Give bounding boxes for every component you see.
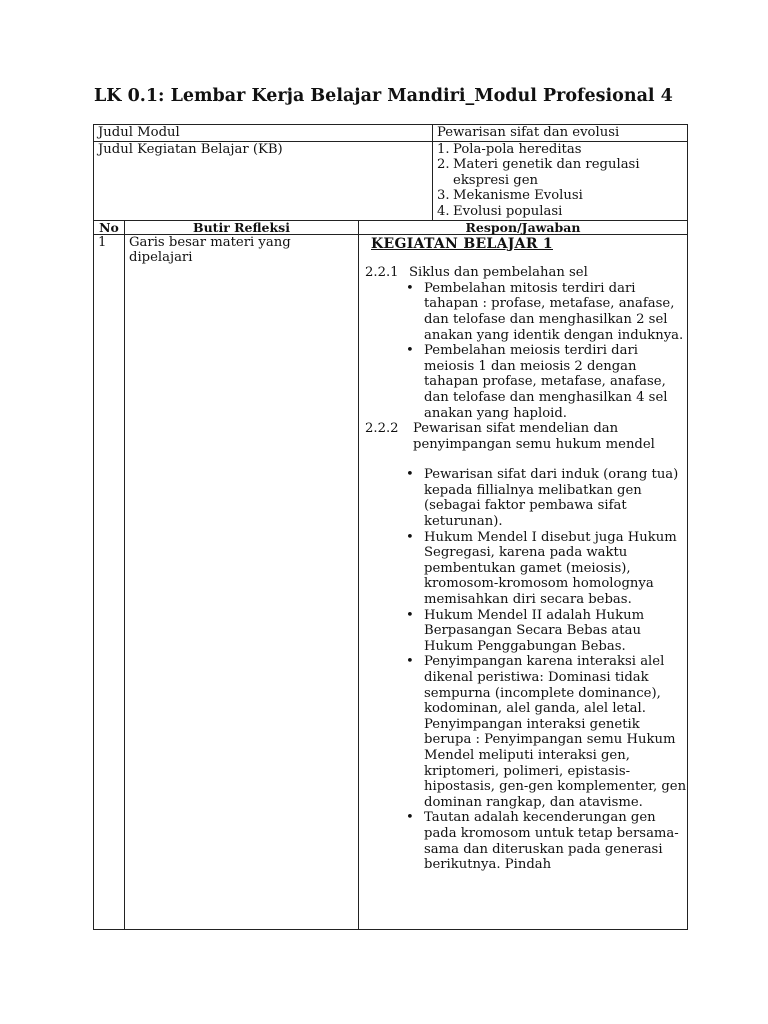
header-butir-refleksi: Butir Refleksi	[125, 220, 359, 234]
kegiatan-belajar-heading: KEGIATAN BELAJAR 1	[371, 235, 553, 252]
response-cell	[359, 234, 688, 929]
judul-modul-label: Judul Modul	[94, 125, 433, 142]
list-item: • Penyimpangan karena interaksi alel dikenal peristiwa: Dominasi tidak sempurna (incomplete dominance), kodominan, alel ganda, alel letal. Penyimpangan interaksi genetik berupa : Penyimpangan semu Hukum Mendel meliputi interaksi gen, kriptomeri, polimeri, epistasis-hipostasis, gen-gen komplementer, gen dominan rangkap, dan atavisme.	[424, 654, 687, 810]
judul-kb-label: Judul Kegiatan Belajar (KB)	[94, 141, 433, 220]
kb-list-item: 1. Pola-pola hereditas	[437, 141, 582, 157]
section-2-2-2-list	[365, 467, 687, 872]
kb-list-item: 3. Mekanisme Evolusi	[437, 188, 583, 204]
section-2-2-1-list	[365, 281, 687, 421]
worksheet-table	[93, 124, 688, 930]
header-respon-jawaban: Respon/Jawaban	[359, 220, 688, 234]
header-no: No	[94, 220, 125, 234]
list-item: • Pembelahan meiosis terdiri dari meiosis 1 dan meiosis 2 dengan tahapan profase, metafase, anafase, dan telofase dan menghasilkan 4 sel anakan yang haploid.	[424, 343, 687, 421]
header-row	[94, 220, 688, 234]
section-2-2-1-heading: 2.2.1 Siklus dan pembelahan sel	[365, 265, 588, 281]
list-item: • Hukum Mendel I disebut juga Hukum Segregasi, karena pada waktu pembentukan gamet (meiosis), kromosom-kromosom homolognya memisahkan diri secara bebas.	[424, 530, 687, 608]
page-title: LK 0.1: Lembar Kerja Belajar Mandiri_Modul Profesional 4	[94, 86, 673, 106]
kb-list-item: 2. Materi genetik dan regulasi ekspresi gen	[437, 157, 640, 188]
judul-modul-value: Pewarisan sifat dan evolusi	[433, 125, 688, 142]
kb-list-cell	[433, 141, 688, 220]
list-item: • Hukum Mendel II adalah Hukum Berpasangan Secara Bebas atau Hukum Penggabungan Bebas.	[424, 608, 687, 655]
row-number: 1	[94, 234, 125, 929]
section-2-2-2-heading: 2.2.2 Pewarisan sifat mendelian dan penyimpangan semu hukum mendel	[365, 421, 655, 452]
list-item: • Pewarisan sifat dari induk (orang tua) kepada fillialnya melibatkan gen (sebagai faktor pembawa sifat keturunan).	[424, 467, 687, 529]
kb-list	[437, 142, 687, 220]
butir-refleksi-text: Garis besar materi yang dipelajari	[125, 234, 359, 929]
list-item: • Pembelahan mitosis terdiri dari tahapan : profase, metafase, anafase, dan telofase dan menghasilkan 2 sel anakan yang identik dengan induknya.	[424, 281, 687, 343]
row-judul-kb	[94, 141, 688, 220]
row-judul-modul	[94, 125, 688, 142]
list-item: • Tautan adalah kecenderungan gen pada kromosom untuk tetap bersama-sama dan diteruskan pada generasi berikutnya. Pindah	[424, 810, 687, 872]
table-row	[94, 234, 688, 929]
kb-list-item: 4. Evolusi populasi	[437, 203, 563, 219]
